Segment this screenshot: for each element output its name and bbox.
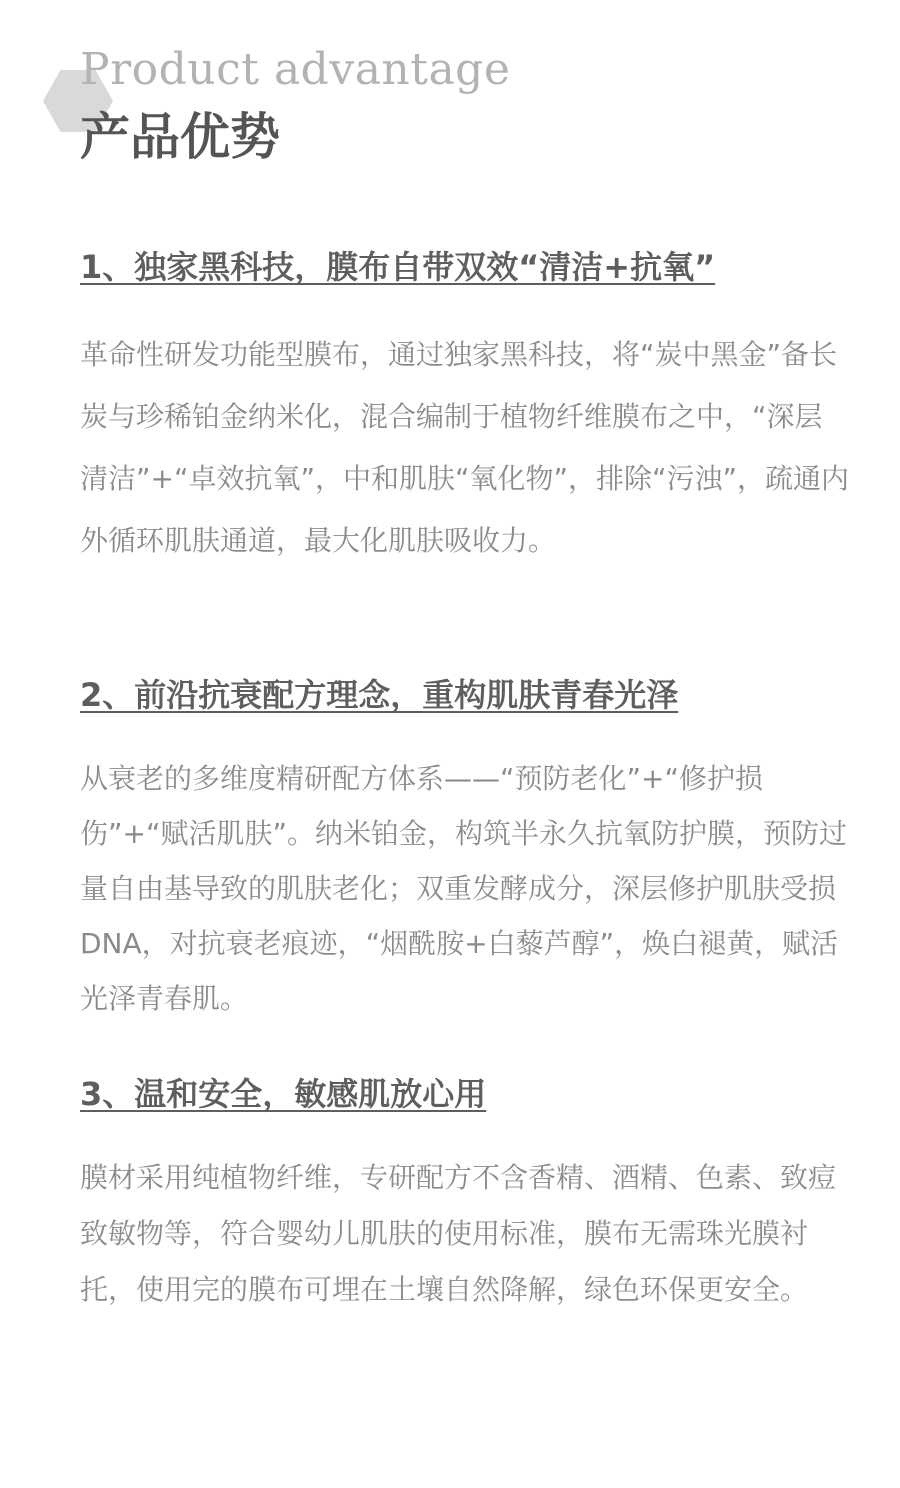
page-title: 产品优势 [80, 108, 280, 166]
section-body-2: 从衰老的多维度精研配方体系——“预防老化”+“修护损伤”+“赋活肌肤”。纳米铂金，构筑半永久抗氧防护膜，预防过量自由基导致的肌肤老化；双重发酵成分，深层修护肌肤受损DNA，对抗衰老痕迹，“烟酰胺+白藜芦醇”，焕白褪黄，赋活光泽青春肌。 [80, 762, 847, 1015]
section-heading-2: 2、前沿抗衰配方理念，重构肌肤青春光泽 [80, 676, 679, 714]
section-body-3: 膜材采用纯植物纤维，专研配方不含香精、酒精、色素、致痘致敏物等，符合婴幼儿肌肤的使用标准，膜布无需珠光膜衬托，使用完的膜布可埋在土壤自然降解，绿色环保更安全。 [80, 1161, 837, 1306]
section-heading-1: 1、独家黑科技，膜布自带双效“清洁+抗氧” [80, 248, 716, 286]
english-title: Product advantage [80, 44, 511, 95]
section-heading-3: 3、温和安全，敏感肌放心用 [80, 1075, 487, 1113]
section-body-1: 革命性研发功能型膜布，通过独家黑科技，将“炭中黑金”备长炭与珍稀铂金纳米化，混合编制于植物纤维膜布之中，“深层清洁”+“卓效抗氧”，中和肌肤“氧化物”，排除“污浊”，疏通内外循环肌肤通道，最大化肌肤吸收力。 [80, 338, 850, 557]
